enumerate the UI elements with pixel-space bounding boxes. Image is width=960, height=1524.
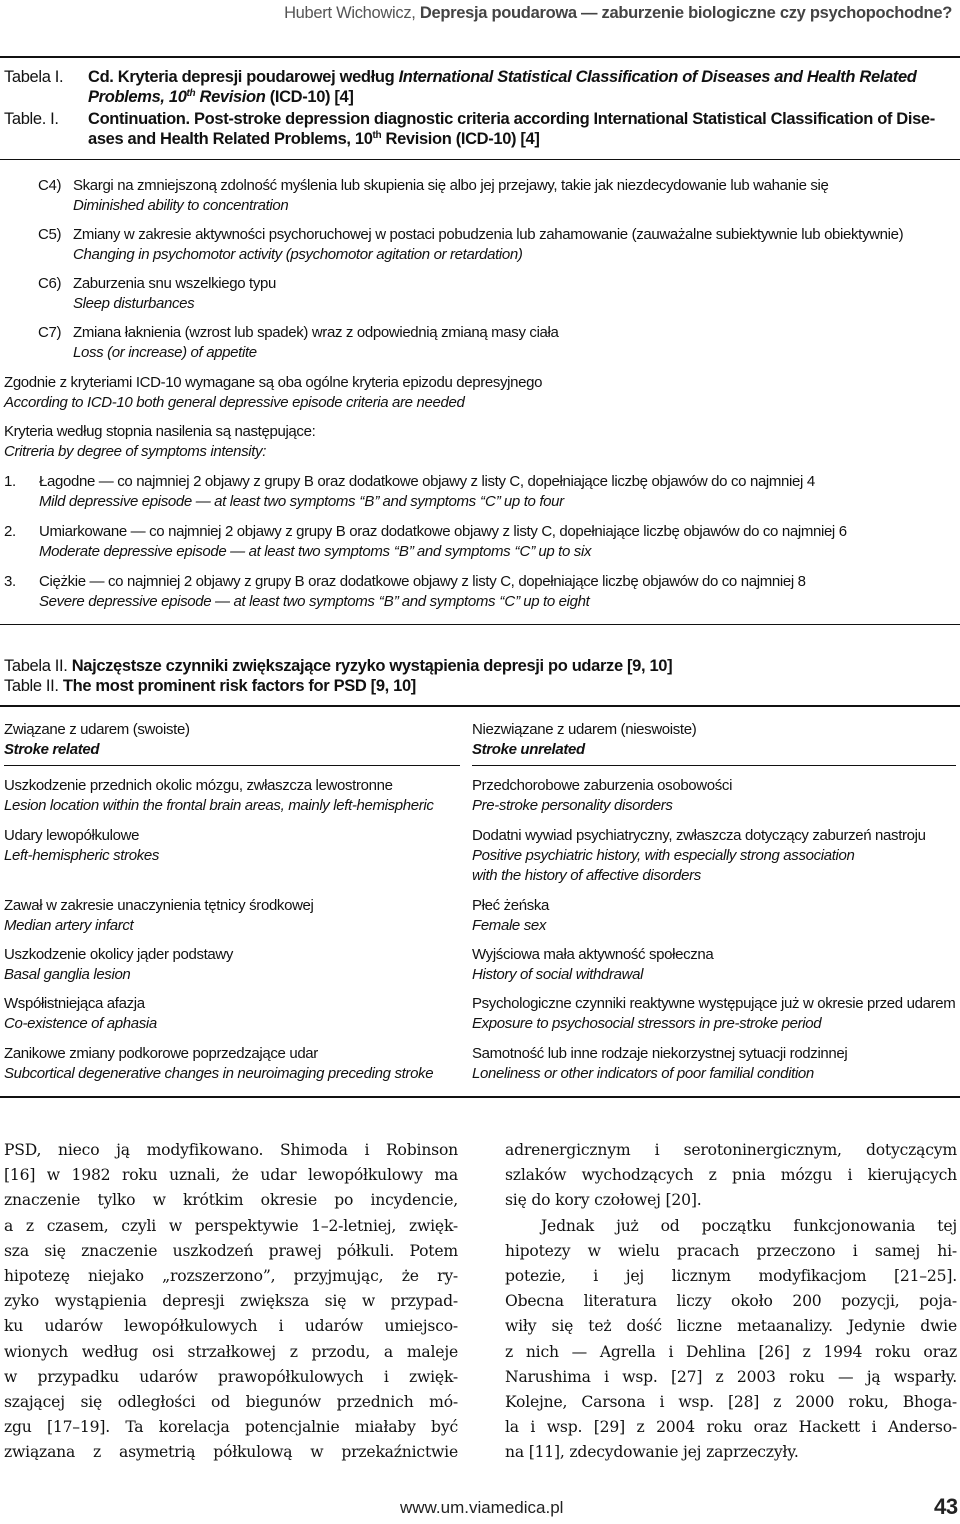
running-head: [284, 4, 952, 23]
body-line: potezie, i jej licznym modyfikacjom [21–25].: [505, 1267, 957, 1286]
severity-level-severe: [4, 572, 954, 612]
body-line: znaczenie tylko w krótkim okresie po incydencie,: [4, 1191, 458, 1210]
right-row-en: Female sex: [472, 917, 547, 934]
body-line: sza się znaczenie uszkodzeń prawej półkuli. Potem: [4, 1241, 458, 1260]
table2-label-pl: Tabela II.: [4, 657, 72, 675]
table2-top-rule: [0, 705, 960, 707]
criterion-text-en: Changing in psychomotor activity (psychomotor agitation or retardation): [73, 246, 523, 263]
body-line: [16] w 1982 roku uznali, że udar lewopółkulowy ma: [4, 1166, 458, 1185]
left-row-pl: Zanikowe zmiany podkorowe poprzedzające udar: [4, 1045, 318, 1062]
severity-number: 2.: [4, 523, 16, 540]
criterion-c5: [38, 225, 958, 265]
table1-label-pl: Tabela I.: [4, 68, 64, 86]
table1-caption-pl: [88, 67, 954, 107]
note-general-criteria-en: According to ICD-10 both general depressive episode criteria are needed: [4, 394, 465, 411]
severity-level-moderate: [4, 522, 954, 562]
left-row-en: Median artery infarct: [4, 917, 134, 934]
table1-caption-pl-b: International Statistical Classification of Diseases and Health Related: [398, 68, 917, 86]
table1-caption-pl-a: Cd. Kryteria depresji poudarowej według: [88, 68, 399, 86]
table1-caption-pl-e: (ICD-10) [4]: [265, 88, 354, 106]
right-row-pl: Samotność lub inne rodzaje niekorzystnej sytuacji rodzinnej: [472, 1045, 848, 1062]
criterion-text-en: Loss (or increase) of appetite: [73, 344, 257, 361]
criterion-c7: [38, 323, 958, 363]
left-row-en: Left-hemispheric strokes: [4, 847, 159, 864]
note-general-criteria: [4, 373, 954, 413]
body-line: Obecna literatura liczy około 200 pozycji, poja-: [505, 1292, 957, 1311]
criterion-text-pl: Zmiany w zakresie aktywności psychoruchowej w postaci pobudzenia lub zahamowanie (zauważalne subiektywnie lub obiektywnie): [73, 226, 904, 243]
criterion-c4: [38, 176, 958, 216]
table2-caption-en-text: The most prominent risk factors for PSD [9, 10]: [62, 677, 416, 695]
left-row-3: [4, 896, 314, 936]
severity-text-en: Moderate depressive episode — at least two symptoms ‘‘B’’ and symptoms ‘‘C’’ up to six: [39, 543, 592, 560]
right-header-pl: Niezwiązane z udarem (nieswoiste): [472, 721, 697, 738]
right-row-4: [472, 945, 713, 985]
table1-caption-en: [88, 109, 954, 149]
table2-caption-en: [4, 676, 672, 696]
right-row-2: [472, 826, 926, 886]
severity-number: 1.: [4, 473, 16, 490]
criterion-text-pl: Zmiana łaknienia (wzrost lub spadek) wraz z odpowiednią zmianą masy ciała: [73, 324, 559, 341]
severity-number: 3.: [4, 573, 16, 590]
footer-url[interactable]: www.um.viamedica.pl: [400, 1498, 564, 1517]
right-row-pl: Przedchorobowe zaburzenia osobowości: [472, 777, 733, 794]
body-line: w przypadku udarów prawopółkulowych i zwięk-: [4, 1367, 458, 1386]
body-line: PSD, nieco ją modyfikowano. Shimoda i Robinson: [4, 1141, 458, 1159]
table2-caption: [4, 656, 672, 696]
body-line: zgu [17–19]. Ta korelacja potencjalnie miałaby być: [4, 1418, 458, 1437]
criterion-c6: [38, 274, 958, 314]
criterion-code: C7): [38, 324, 62, 341]
left-row-6: [4, 1044, 433, 1084]
body-line: szającej się odległości od biegunów przednich mó-: [4, 1393, 458, 1412]
right-row-pl: Dodatni wywiad psychiatryczny, zwłaszcza dotyczący zaburzeń nastroju: [472, 827, 926, 844]
body-text-left-column: [4, 1138, 458, 1466]
table1-caption-pl-d: Revision: [195, 88, 266, 106]
body-line: Jednak już od początku funkcjonowania tej: [541, 1216, 957, 1235]
right-row-1: [472, 776, 732, 816]
right-row-pl: Wyjściowa mała aktywność społeczna: [472, 946, 714, 963]
body-line: związana z asymetrią półkulową w przekaźnictwie: [4, 1443, 458, 1462]
table1-label-en: Table. I.: [4, 110, 59, 128]
body-line: się do kory czołowej [20].: [505, 1191, 702, 1210]
criterion-code: C4): [38, 177, 62, 194]
table1-caption-en-2b: Revision (ICD-10) [4]: [381, 130, 540, 148]
left-row-4: [4, 945, 233, 985]
body-line: wiły się też dość liczne metaanalizy. Jedynie dwie: [505, 1317, 957, 1336]
left-row-5: [4, 994, 157, 1034]
left-row-en: Basal ganglia lesion: [4, 966, 131, 983]
table1-header-rule: [0, 159, 960, 160]
left-row-pl: Współistniejąca afazja: [4, 995, 145, 1012]
note-general-criteria-pl: Zgodnie z kryteriami ICD-10 wymagane są oba ogólne kryteria epizodu depresyjnego: [4, 374, 543, 391]
criterion-text-en: Sleep disturbances: [73, 295, 195, 312]
table1-caption-pl-c: Problems, 10: [88, 88, 187, 106]
note-severity-criteria: [4, 422, 954, 462]
left-row-pl: Uszkodzenie przednich okolic mózgu, zwłaszcza lewostronne: [4, 777, 393, 794]
body-line: zyko wystąpienia depresji zwiększa się w przypad-: [4, 1292, 458, 1311]
right-row-pl: Płeć żeńska: [472, 897, 550, 914]
left-row-en: Subcortical degenerative changes in neuroimaging preceding stroke: [4, 1065, 434, 1082]
right-row-pl: Psychologiczne czynniki reaktywne występujące już w okresie przed udarem: [472, 995, 956, 1012]
criterion-text-en: Diminished ability to concentration: [73, 197, 289, 214]
body-line: szlaków wychodzących z pnia mózgu i kierujących: [505, 1166, 957, 1185]
severity-text-pl: Ciężkie — co najmniej 2 objawy z grupy B oraz dodatkowe objawy z listy C, dopełniające liczbę objawów do co najmniej 8: [39, 573, 806, 590]
severity-text-pl: Łagodne — co najmniej 2 objawy z grupy B oraz dodatkowe objawy z listy C, dopełniające liczbę objawów do co najmniej 4: [39, 473, 815, 490]
right-row-en: Exposure to psychosocial stressors in pre-stroke period: [472, 1015, 822, 1032]
right-row-en: Positive psychiatric history, with especially strong association: [472, 847, 855, 864]
right-row-3: [472, 896, 549, 936]
left-row-en: Lesion location within the frontal brain areas, mainly left-hemispheric: [4, 797, 434, 814]
table2-caption-pl-text: Najczęstsze czynniki zwiększające ryzyko wystąpienia depresji po udarze [9, 10]: [71, 657, 673, 675]
criterion-code: C5): [38, 226, 62, 243]
left-header-en: Stroke related: [4, 741, 100, 758]
body-line: Narushima i wsp. [27] z 2003 roku — ją wsparły.: [505, 1367, 957, 1386]
table2-bottom-rule: [0, 1096, 960, 1098]
left-header-pl: Związane z udarem (swoiste): [4, 721, 190, 738]
right-header-underline: [472, 765, 956, 766]
table1-caption-pl-sup: th: [186, 88, 196, 99]
note-severity-criteria-pl: Kryteria według stopnia nasilenia są następujące:: [4, 423, 316, 440]
table1-caption-en-sup: th: [372, 130, 382, 141]
severity-text-pl: Umiarkowane — co najmniej 2 objawy z grupy B oraz dodatkowe objawy z listy C, dopełniające liczbę objawów do co najmniej 6: [39, 523, 847, 540]
criterion-text-pl: Skargi na zmniejszoną zdolność myślenia lub skupienia się albo jej przejawy, takie jak niezdecydowanie lub wahanie się: [73, 177, 829, 194]
left-row-1: [4, 776, 434, 816]
table1-caption-en-2a: ases and Health Related Problems, 10: [88, 130, 373, 148]
page-number: 43: [934, 1494, 958, 1519]
table2-label-en: Table II.: [4, 677, 63, 695]
body-line: a z czasem, czyli w perspektywie 1–2-letniej, zwięk-: [4, 1216, 458, 1235]
table2-caption-pl: [4, 656, 672, 676]
right-row-en-continued: with the history of affective disorders: [472, 867, 701, 884]
left-row-pl: Uszkodzenie okolicy jąder podstawy: [4, 946, 234, 963]
body-line: wionych według osi strzałkowej z przodu, a maleje: [4, 1342, 458, 1361]
table1-caption-en-1: Continuation. Post-stroke depression diagnostic criteria according International Statistical Classification of Dise-: [88, 110, 935, 128]
body-line: na [11], zdecydowanie jej zaprzeczyły.: [505, 1443, 799, 1462]
left-row-pl: Zawał w zakresie unaczynienia tętnicy środkowej: [4, 897, 314, 914]
running-head-author: Hubert Wichowicz,: [284, 4, 420, 22]
table1-bottom-rule: [0, 624, 960, 625]
criterion-code: C6): [38, 275, 62, 292]
note-severity-criteria-en: Critreria by degree of symptoms intensity:: [4, 443, 267, 460]
running-head-title: Depresja poudarowa — zaburzenie biologiczne czy psychopochodne?: [419, 4, 952, 22]
left-header-underline: [4, 765, 460, 766]
left-row-2: [4, 826, 159, 866]
severity-text-en: Severe depressive episode — at least two symptoms ‘‘B’’ and symptoms ‘‘C’’ up to eight: [39, 593, 590, 610]
right-header-en: Stroke unrelated: [472, 741, 585, 758]
severity-text-en: Mild depressive episode — at least two symptoms ‘‘B’’ and symptoms ‘‘C’’ up to four: [39, 493, 564, 510]
body-text-right-column: [505, 1138, 957, 1466]
body-line: hipotezę niejako „rozszerzono”, przyjmując, że ry-: [4, 1267, 458, 1286]
right-row-5: [472, 994, 955, 1034]
right-row-en: Loneliness or other indicators of poor familial condition: [472, 1065, 814, 1082]
right-row-en: History of social withdrawal: [472, 966, 644, 983]
body-line: adrenergicznym i serotoninergicznym, dotyczącym: [505, 1141, 957, 1159]
right-column-header: [472, 720, 696, 760]
table1-top-rule: [0, 56, 960, 58]
body-line: hipotezy w wielu pracach przeczono i samej hi-: [505, 1241, 957, 1260]
right-row-en: Pre-stroke personality disorders: [472, 797, 673, 814]
left-column-header: [4, 720, 190, 760]
body-line: la i wsp. [29] z 2004 roku oraz Hackett i Anderso-: [505, 1418, 957, 1437]
body-line: ku udarów lewopółkulowych i udarów umiejsco-: [4, 1317, 458, 1336]
left-row-pl: Udary lewopółkulowe: [4, 827, 140, 844]
severity-level-mild: [4, 472, 954, 512]
right-row-6: [472, 1044, 847, 1084]
body-line: z nich — Agrella i Dehlina [26] z 1994 roku oraz: [505, 1342, 957, 1361]
body-line: Kolejne, Carsona i wsp. [28] z 2000 roku, Bhoga-: [505, 1393, 957, 1412]
criterion-text-pl: Zaburzenia snu wszelkiego typu: [73, 275, 276, 292]
left-row-en: Co-existence of aphasia: [4, 1015, 157, 1032]
